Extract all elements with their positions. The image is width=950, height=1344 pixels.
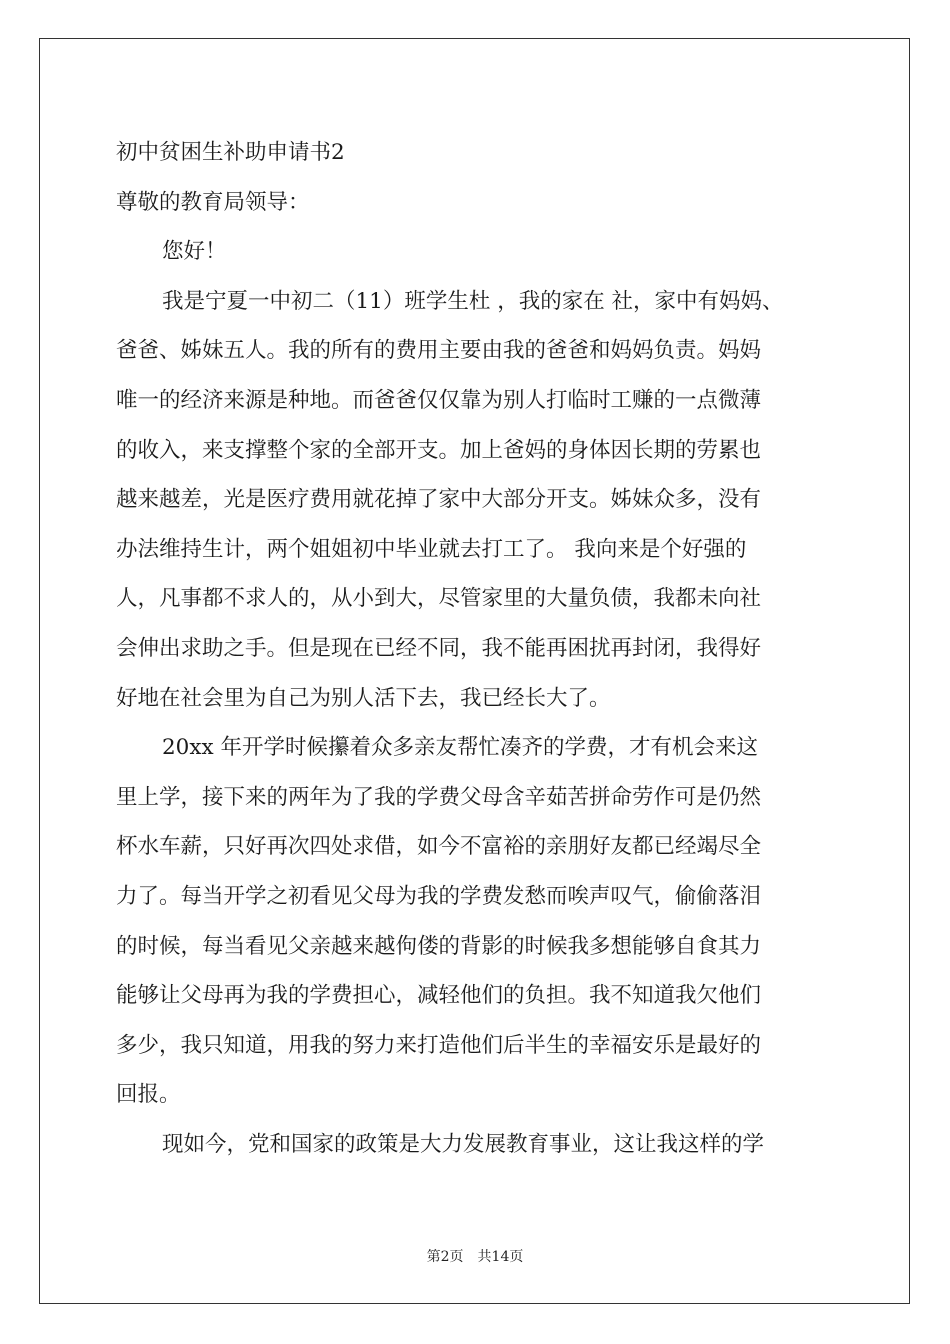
page-number: 第2页 [426, 1249, 464, 1265]
text-line: 好地在社会里为自己为别人活下去，我已经长大了。 [116, 685, 611, 711]
paragraph-lines [116, 227, 836, 1169]
text-line: 您好！ [162, 239, 227, 265]
document-body [116, 128, 836, 1169]
text-line: 力了。每当开学之初看见父母为我的学费发愁而唉声叹气，偷偷落泪 [116, 883, 762, 909]
text-line: 的收入，来支撑整个家的全部开支。加上爸妈的身体因长期的劳累也 [116, 437, 762, 463]
text-line: 越来越差，光是医疗费用就花掉了家中大部分开支。姊妹众多，没有 [116, 487, 762, 513]
text-line: 能够让父母再为我的学费担心，减轻他们的负担。我不知道我欠他们 [116, 983, 762, 1009]
page-total: 共14页 [477, 1249, 524, 1265]
page-footer [0, 1246, 950, 1266]
text-line: 人，凡事都不求人的，从小到大，尽管家里的大量负债，我都未向社 [116, 586, 762, 612]
text-line: 多少，我只知道，用我的努力来打造他们后半生的幸福安乐是最好的 [116, 1032, 762, 1058]
salutation: 尊敬的教育局领导： [116, 189, 310, 215]
text-line: 里上学，接下来的两年为了我的学费父母含辛茹苦拼命劳作可是仍然 [116, 784, 762, 810]
text-line: 办法维持生计，两个姐姐初中毕业就去打工了。 我向来是个好强的 [116, 536, 747, 562]
text-line: 我是宁夏一中初二（11）班学生杜 ，我的家在 社，家中有妈妈、 [162, 288, 784, 314]
text-line: 唯一的经济来源是种地。而爸爸仅仅靠为别人打临时工赚的一点微薄 [116, 387, 762, 413]
text-line: 20xx 年开学时候攥着众多亲友帮忙凑齐的学费，才有机会来这 [162, 735, 758, 761]
text-line: 的时候，每当看见父亲越来越佝偻的背影的时候我多想能够自食其力 [116, 933, 762, 959]
text-line: 杯水车薪，只好再次四处求借，如今不富裕的亲朋好友都已经竭尽全 [116, 834, 762, 860]
text-line: 回报。 [116, 1082, 181, 1108]
text-line: 会伸出求助之手。但是现在已经不同，我不能再困扰再封闭，我得好 [116, 635, 762, 661]
text-line: 现如今，党和国家的政策是大力发展教育事业，这让我这样的学 [162, 1131, 765, 1157]
text-line: 爸爸、姊妹五人。我的所有的费用主要由我的爸爸和妈妈负责。妈妈 [116, 338, 762, 364]
document-title: 初中贫困生补助申请书2 [116, 140, 345, 165]
